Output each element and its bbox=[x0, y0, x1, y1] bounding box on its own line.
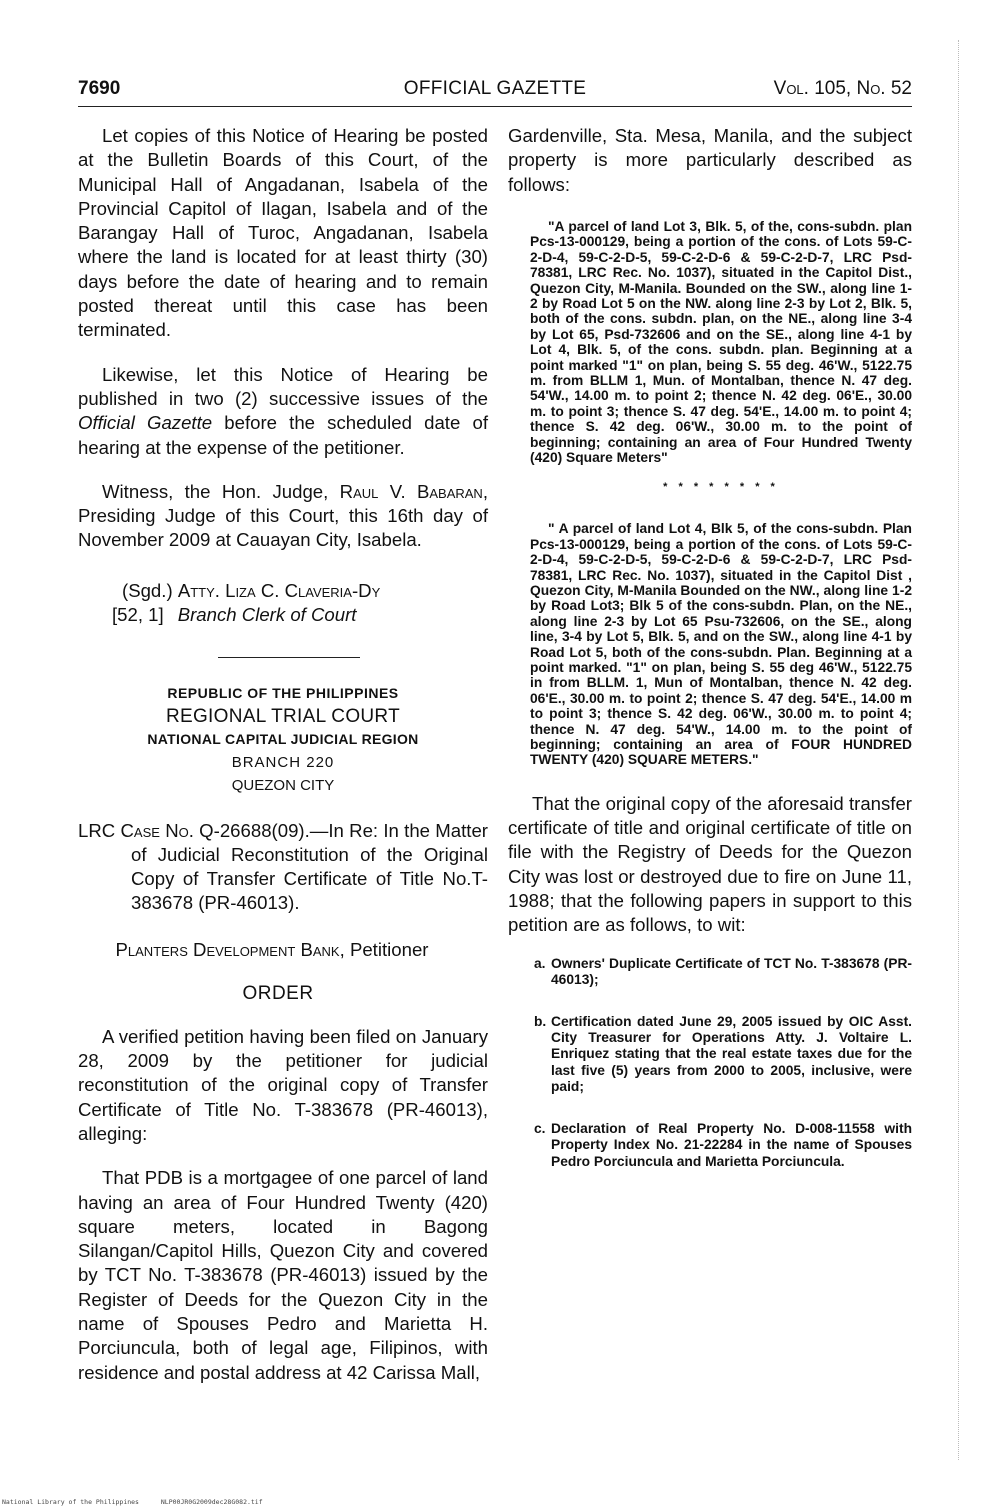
page-header bbox=[78, 78, 912, 107]
scan-edge-mark bbox=[958, 40, 960, 1460]
separator-stars: * * * * * * * * bbox=[663, 481, 779, 494]
paragraph-publication bbox=[78, 363, 488, 460]
signed-marker: (Sgd.) bbox=[122, 579, 173, 601]
paragraph-mortgagee: That PDB is a mortgagee of one parcel of land having an area of Four Hundred Twenty (420) square meters, located in Bagong Silangan/Capitol Hills, Quezon City and covered by TCT No. T-383678 (PR-46013) issued by the Register of Deeds for the Quezon City in the name of Spouses Pedro and Marietta H. Porciuncula, both of legal age, Filipinos, with residence and postal address at 42 Carissa Mall, bbox=[78, 1167, 488, 1383]
court-branch: BRANCH 220 bbox=[231, 753, 335, 771]
signature-line bbox=[122, 579, 488, 603]
list-item-text: Owners' Duplicate Certificate of TCT No. T-383678 (PR-46013); bbox=[551, 955, 912, 987]
court-republic: REPUBLIC OF THE PHILIPPINES bbox=[167, 684, 399, 701]
list-item bbox=[534, 1121, 912, 1170]
case-caption bbox=[78, 819, 488, 915]
case-text: Q-26688(09).—In Re: In the Matter of Judicial Reconstitution of the Original Copy of Transfer Certificate of Title No.T-383678 (PR-46013). bbox=[131, 819, 488, 913]
list-item-text: Certification dated June 29, 2005 issued by OIC Asst. City Treasurer for Operations Atty. J. Voltaire L. Enriquez stating that the real estate taxes due for the last five (5) years from 2000 to 2005, inclusive, were paid; bbox=[551, 1014, 912, 1094]
text-segment: Witness, the Hon. Judge, bbox=[102, 480, 340, 502]
paragraph-property-description: Gardenville, Sta. Mesa, Manila, and the subject property is more particularly described as follows: bbox=[508, 125, 912, 195]
petitioner-line bbox=[78, 939, 488, 961]
signature-block bbox=[112, 579, 488, 627]
paragraph-posting: Let copies of this Notice of Hearing be posted at the Bulletin Boards of this Court, of the Municipal Hall of Angadanan, Isabela of the Provincial Capitol of Ilagan, Isabela and of the Barangay Hall of Turoc, Angadanan, Isabela where the land is located for at least thirty (30) days before the date of hearing and to remain posted thereat until this case has been terminated. bbox=[78, 125, 488, 341]
list-marker: c. bbox=[534, 1121, 546, 1137]
paragraph-lost-title: That the original copy of the aforesaid transfer certificate of title and original certificate of title on file with the Registry of Deeds for the Quezon City was lost or destroyed due to fire on June 11, 1988; that the following papers in support to this petition are as follows, to wit: bbox=[508, 792, 912, 936]
order-title: ORDER bbox=[242, 982, 314, 1004]
publication-title: OFFICIAL GAZETTE bbox=[403, 78, 587, 99]
signature-title-line bbox=[112, 603, 488, 627]
text-segment: before the scheduled date of hearing at the expense of the petitioner. bbox=[78, 412, 488, 458]
paragraph-petition: A verified petition having been filed on January 28, 2009 by the petitioner for judicial reconstitution of the original copy of Transfer Certificate of Title No. T-383678 (PR-46013), alleging: bbox=[78, 1025, 488, 1144]
paragraph-witness bbox=[78, 480, 488, 553]
list-item bbox=[534, 956, 912, 988]
section-divider bbox=[218, 657, 360, 658]
gazette-title-italic: Official Gazette bbox=[78, 412, 213, 434]
petitioner-role: , Petitioner bbox=[339, 938, 429, 960]
list-marker: a. bbox=[534, 955, 546, 971]
court-name: REGIONAL TRIAL COURT bbox=[165, 705, 401, 727]
text-segment: Likewise, let this Notice of Hearing be published in two (2) successive issues of the bbox=[78, 363, 488, 409]
list-item bbox=[534, 1014, 912, 1095]
petitioner-name: Planters Development Bank bbox=[115, 938, 340, 960]
lot-3-description: "A parcel of land Lot 3, Blk. 5, of the, cons-subdn. plan Pcs-13-000129, being a portion of the cons. of Lots 59-C-2-D-4, 59-C-2-D-5, 59-C-2-D-6 & 59-C-2-D-7, LRC Psd-78381, LRC Rec. No. 1037), situated in the Capitol Dist., Quezon City, M-Manila. Bounded on the SW., along line 1-2 by Road Lot 5 on the NW. along line 2-3 by Lot 2, Blk. 5, both of the cons. subdn. plan, on the NE., along line 3-4 by Lot 65, Psd-732606 and on the SE., along line 4-1 by Lot 4, Blk. 5, of the cons. subdn. plan. Beginning at a point marked "1" on plan, being S. 55 deg. 46'W., 5122.75 m. from BLLM 1, Mun. of Montalban, thence N. 47 deg. 54'W., 14.00 m. to point 2; thence N. 42 deg. 06'E., 30.00 m. to point 3; thence S. 47 deg. 54'E., 14.00 m. to point 4; thence S. 42 deg. 06'W., 30.00 m. to the point of beginning; containing an area of Four Hundred Twenty (420) Square Meters" bbox=[530, 218, 912, 465]
list-item-text: Declaration of Real Property No. D-008-11558 with Property Index No. 21-22284 in the name of Spouses Pedro Porciuncula and Marietta Porciuncula. bbox=[551, 1121, 912, 1169]
case-label: LRC Case No. bbox=[78, 819, 194, 841]
volume-number: Vol. 105, No. 52 bbox=[773, 78, 912, 99]
court-region: NATIONAL CAPITAL JUDICIAL REGION bbox=[147, 730, 419, 747]
scan-footer bbox=[2, 1498, 281, 1506]
court-heading bbox=[78, 682, 488, 797]
lot-4-description: " A parcel of land Lot 4, Blk 5, of the cons-subdn. Plan Pcs-13-000129, being a portion of the cons. of Lots 59-C-2-D-4, 59-C-2-D-5, 59-C-2-D-6 & 59-C-2-D-7, LRC Psd-78381, LRC Rec. No. 1037), situated in the Capitol Dist , Quezon City, M-Manila Bounded on the NW., along line 1-2 by Road Lot3; Blk 5 of the cons-subdn. Plan, on the NE., along line 2-3 by Lot 65 Psu-732606, on the SE., along line, 3-4 by Lot 5, Blk. 5, and on the SW., along line 4-1 by Road Lot 5, both of the cons-subdn. Plan. Beginning at a point marked. "1" on plan, being S. 55 deg 46'W., 5122.75 in from BLLM. 1, Mun of Montalban, thence N. 42 deg. 06'E., 30.00 m. to point 2; thence S. 47 deg. 54'E., 14.00 m to point 3; thence S. 42 deg. 06'W., 30.00 m. to point 4; thence N. 47 deg. 54'W., 14.00 m. to the point of beginning; containing an area of FOUR HUNDRED TWENTY (420) SQUARE METERS." bbox=[530, 521, 912, 768]
library-credit: National Library of the Philippines bbox=[2, 1498, 139, 1506]
clerk-name: Atty. Liza C. Claveria-Dy bbox=[177, 579, 381, 601]
list-marker: b. bbox=[534, 1014, 547, 1030]
text-segment: , Presiding Judge of this Court, this 16th day of November 2009 at Cauayan City, Isabela. bbox=[78, 480, 488, 551]
judge-name: Raul V. Babaran bbox=[339, 480, 483, 502]
issue-reference: [52, 1] bbox=[112, 603, 164, 625]
right-column bbox=[508, 124, 912, 1196]
page-number: 7690 bbox=[78, 78, 121, 99]
court-city: QUEZON CITY bbox=[231, 776, 335, 794]
scan-filename: NLP00JR0G2009dec28G082.tif bbox=[160, 1498, 263, 1506]
left-column bbox=[78, 124, 488, 1385]
clerk-title: Branch Clerk of Court bbox=[177, 603, 357, 625]
supporting-papers-list bbox=[534, 956, 912, 1170]
